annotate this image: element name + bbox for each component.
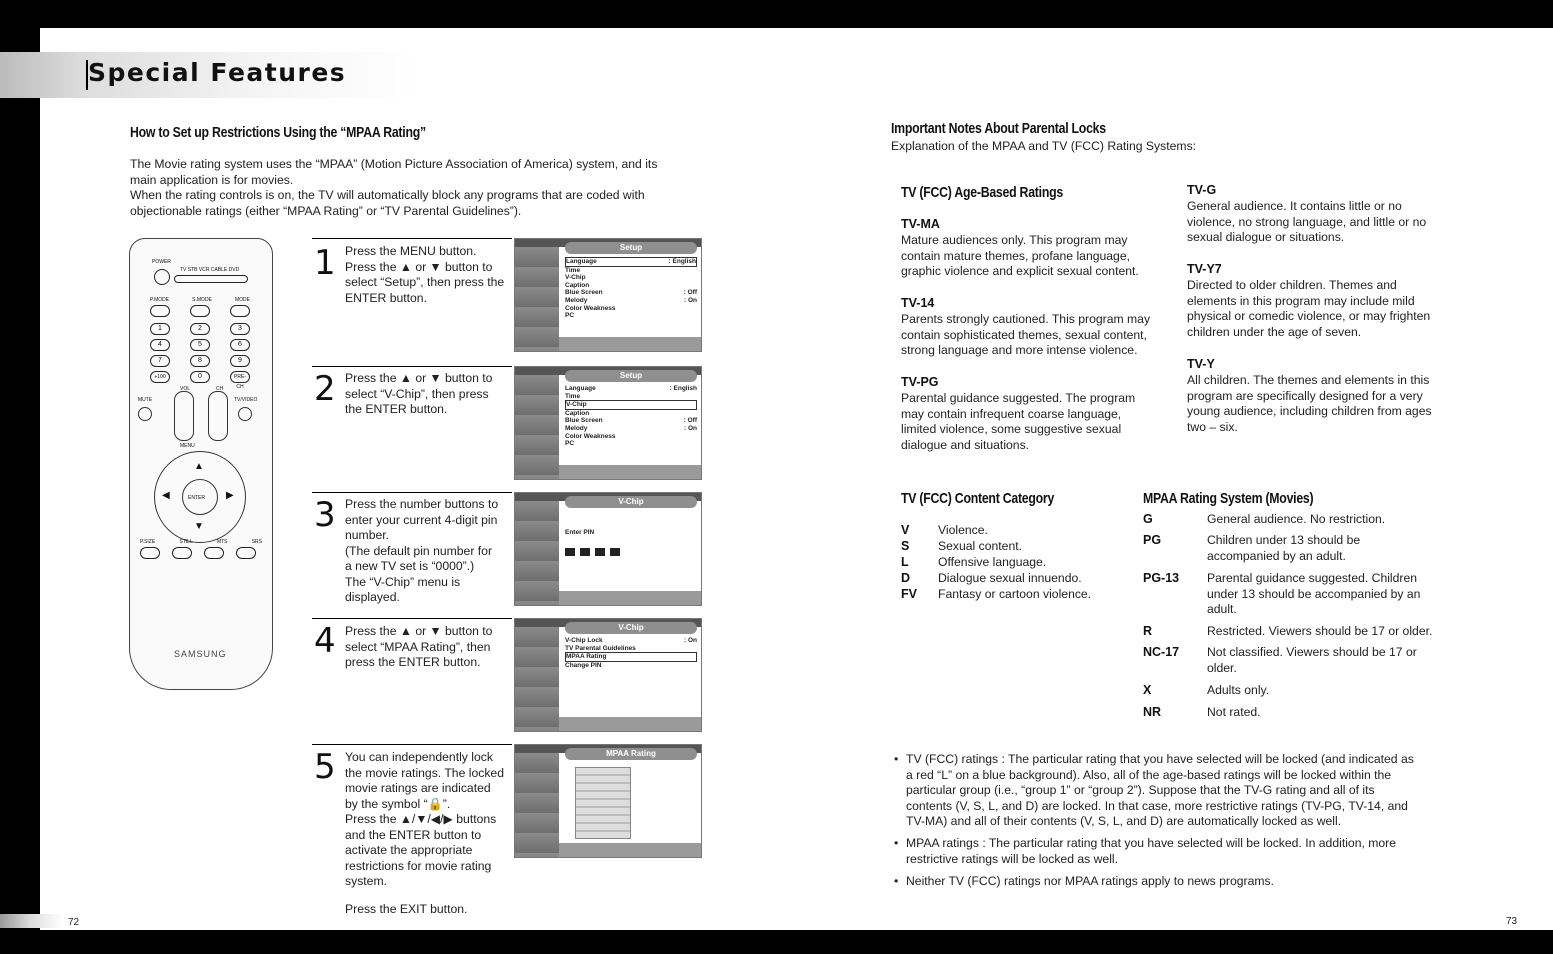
- osd-row-value: : English: [668, 258, 696, 265]
- note-line: restrictive ratings will be locked as well.: [906, 851, 1119, 866]
- mpaa-code: G: [1143, 512, 1153, 526]
- step-1-text: [345, 244, 515, 306]
- osd-row-label: Blue Screen: [565, 417, 603, 425]
- mpaa-code: PG-13: [1143, 571, 1180, 585]
- osd-row-label: Time: [565, 392, 581, 400]
- left-arrow-icon: ◀: [162, 490, 170, 501]
- digit-key: 6: [230, 339, 250, 351]
- channel-rocker: [208, 391, 228, 441]
- page-number-right: 73: [1506, 916, 1518, 927]
- step-divider: [312, 238, 512, 239]
- tv-video-label: TV/VIDEO: [234, 397, 258, 403]
- content-code: D: [901, 571, 911, 585]
- osd-row-label: PC: [565, 440, 575, 448]
- remote-control: [129, 238, 273, 690]
- osd-row-label: Color Weakness: [565, 304, 616, 312]
- digit-key: 0: [190, 371, 210, 383]
- left-heading: How to Set up Restrictions Using the “MPAA Rating”: [130, 124, 426, 141]
- desc-line: children under the age of seven.: [1187, 324, 1362, 339]
- mode-labels: [150, 297, 250, 303]
- osd-side-menu: [515, 247, 559, 351]
- desc-line: accompanied by an adult.: [1207, 548, 1346, 563]
- osd-panel: [565, 511, 697, 589]
- osd-banner: Setup: [565, 242, 697, 254]
- desc-line: violence, no strong language, and little or no: [1187, 214, 1427, 229]
- content-code: S: [901, 539, 910, 553]
- rating-desc: [1187, 199, 1467, 246]
- step-number: 5: [314, 747, 336, 787]
- osd-bottom-bar: [559, 843, 701, 857]
- mpaa-desc: [1207, 645, 1467, 676]
- digit-key: 2: [190, 323, 210, 335]
- power-label: POWER: [152, 259, 171, 265]
- step-line: movie ratings are indicated: [345, 781, 491, 795]
- mpaa-code: R: [1143, 624, 1153, 638]
- osd-row-label: Blue Screen: [565, 289, 603, 297]
- mpaa-code: PG: [1143, 533, 1162, 547]
- osd-row-label: Change PIN: [565, 661, 602, 669]
- rating-desc: [901, 391, 1181, 453]
- content-desc: Violence.: [938, 523, 988, 537]
- step-line: Press the number buttons to: [345, 497, 499, 511]
- rating-desc: [1187, 373, 1467, 435]
- pin-digit: [610, 548, 620, 556]
- rating-desc: [901, 233, 1181, 280]
- osd-bottom-bar: [559, 465, 701, 479]
- mute-label: MUTE: [138, 397, 153, 403]
- corner-decoration: [0, 914, 62, 928]
- srs-key: [236, 547, 256, 559]
- down-arrow-icon: ▼: [194, 521, 204, 532]
- osd-screen-setup-1: [514, 238, 702, 352]
- remote-brand: SAMSUNG: [174, 649, 227, 659]
- step-number: 3: [314, 495, 336, 535]
- gutter: [40, 28, 50, 930]
- intro-line: The Movie rating system uses the “MPAA” (Motion Picture Association of America) system, and its: [130, 157, 658, 171]
- content-desc: Offensive language.: [938, 555, 1047, 569]
- power-button: [154, 269, 170, 285]
- desc-line: Parental guidance suggested. The program: [901, 391, 1136, 405]
- step-5-text: [345, 750, 515, 890]
- desc-line: under 13 should be accompanied by an: [1207, 586, 1421, 601]
- pmode-key: [150, 305, 170, 317]
- desc-line: Adults only.: [1207, 683, 1270, 697]
- osd-banner: MPAA Rating: [565, 748, 697, 760]
- osd-panel: [565, 257, 697, 335]
- osd-row-label: Time: [565, 266, 581, 274]
- digit-key: 9: [230, 355, 250, 367]
- right-arrow-icon: ▶: [226, 490, 234, 501]
- step-line: select “Setup”, then press the: [345, 275, 505, 289]
- pmode-label: P.MODE: [150, 297, 170, 303]
- left-border: [0, 0, 40, 954]
- pin-boxes: [565, 543, 697, 561]
- rating-code: TV-14: [901, 296, 935, 310]
- desc-line: Children under 13 should be: [1207, 533, 1361, 547]
- right-subheading: Explanation of the MPAA and TV (FCC) Rating Systems:: [891, 139, 1197, 153]
- step-line: select “V-Chip”, then press: [345, 386, 489, 401]
- tv-video-button: [238, 407, 252, 421]
- osd-banner: V-Chip: [565, 496, 697, 508]
- rating-desc: [901, 312, 1181, 359]
- osd-row-label: V-Chip: [565, 274, 586, 282]
- content-category-title: TV (FCC) Content Category: [901, 490, 1055, 507]
- note-line: • Neither TV (FCC) ratings nor MPAA ratings apply to news programs.: [906, 874, 1275, 888]
- step-line: displayed.: [345, 590, 400, 604]
- osd-screen-pin: [514, 492, 702, 606]
- step-divider: [312, 744, 512, 745]
- step-line: The “V-Chip” menu is: [345, 574, 461, 589]
- desc-line: dialogue and situations.: [901, 437, 1030, 452]
- desc-line: Parental guidance suggested. Children: [1207, 571, 1418, 585]
- note-line: particular group (i.e., “group 1” or “group 2”). Suppose that the TV-G rating and all of its: [906, 783, 1375, 797]
- section-title: Special Features: [88, 58, 347, 87]
- digit-key: 3: [230, 323, 250, 335]
- note-line: TV-MA) and all of their contents (V, S, L, and D) are automatically locked as well.: [906, 814, 1342, 828]
- pin-digit: [565, 548, 575, 556]
- osd-row-label: TV Parental Guidelines: [565, 644, 636, 652]
- mts-key: [204, 547, 224, 559]
- pin-digit: [580, 548, 590, 556]
- content-desc: Fantasy or cartoon violence.: [938, 587, 1092, 601]
- intro-line: main application is for movies.: [130, 172, 294, 187]
- mode-key: [230, 305, 250, 317]
- osd-row-value: : On: [684, 296, 697, 304]
- osd-row-label: Melody: [565, 424, 588, 432]
- rating-code: TV-Y: [1187, 357, 1215, 371]
- osd-row-label: V-Chip Lock: [565, 637, 603, 644]
- step-4-text: [345, 624, 515, 671]
- mpaa-title: MPAA Rating System (Movies): [1143, 490, 1314, 507]
- desc-line: graphic violence and explicit sexual content.: [901, 264, 1139, 278]
- srs-label: SRS: [251, 539, 262, 545]
- osd-panel: [565, 637, 697, 715]
- mpaa-code: NR: [1143, 705, 1162, 719]
- mpaa-desc: [1207, 512, 1467, 528]
- digit-key: 1: [150, 323, 170, 335]
- enter-label: ENTER: [188, 495, 205, 501]
- rating-code: TV-Y7: [1187, 262, 1222, 276]
- digit-key: 8: [190, 355, 210, 367]
- osd-row-label: Color Weakness: [565, 432, 616, 440]
- psize-label: P.SIZE: [140, 539, 156, 545]
- mpaa-desc: [1207, 571, 1467, 618]
- desc-line: limited violence, some suggestive sexual: [901, 422, 1122, 436]
- digit-key: 7: [150, 355, 170, 367]
- content-code: FV: [901, 587, 917, 601]
- note-line: a red “L” on a blue background). Also, all of the age-based ratings will be locked within the: [906, 767, 1392, 782]
- step-divider: [312, 492, 512, 493]
- still-label: STILL: [179, 539, 193, 545]
- intro-line: When the rating controls is on, the TV will automatically block any programs that are coded with: [130, 188, 645, 202]
- step-divider: [312, 618, 512, 619]
- step-line: number.: [345, 528, 390, 542]
- intro-text: [130, 157, 710, 219]
- osd-row-label: Caption: [565, 281, 590, 289]
- bottom-border: [0, 930, 1553, 954]
- step-line: by the symbol “🔒”.: [345, 796, 451, 811]
- desc-line: physical or comedic violence, or may frighten: [1187, 309, 1431, 323]
- menu-label: MENU: [180, 443, 195, 449]
- note-bullet: [906, 874, 1476, 890]
- osd-row-value: : English: [669, 385, 697, 392]
- mute-button: [138, 407, 152, 421]
- digit-key: +100: [150, 371, 170, 383]
- desc-line: Parents strongly cautioned. This program may: [901, 312, 1151, 326]
- psize-key: [140, 547, 160, 559]
- digit-key: 5: [190, 339, 210, 351]
- still-key: [172, 547, 192, 559]
- step-number: 2: [314, 369, 336, 409]
- step-number: 4: [314, 621, 336, 661]
- rating-code: TV-G: [1187, 183, 1217, 197]
- volume-rocker: [174, 391, 194, 441]
- osd-panel: [565, 385, 697, 463]
- note-line: • MPAA ratings : The particular rating that you have selected will be locked. In addition, more: [906, 836, 1397, 850]
- step-line: You can independently lock: [345, 750, 493, 764]
- note-bullet: [906, 752, 1476, 830]
- mpaa-code: X: [1143, 683, 1152, 697]
- osd-side-menu: [515, 753, 559, 857]
- age-ratings-title: TV (FCC) Age-Based Ratings: [901, 184, 1063, 201]
- source-buttons: [174, 275, 248, 283]
- smode-key: [190, 305, 210, 317]
- note-line: contents (V, S, L, and D) are locked. In that case, more restrictive ratings (TV-PG, TV-14, and: [906, 798, 1408, 813]
- pin-digit: [595, 548, 605, 556]
- note-line: • TV (FCC) ratings : The particular rating that you have selected will be locked (and indicated as: [906, 752, 1414, 766]
- desc-line: program are specifically designed for a very: [1187, 388, 1423, 403]
- osd-row-label: Language: [565, 385, 596, 392]
- step-line: ENTER button.: [345, 290, 427, 305]
- desc-line: older.: [1207, 660, 1237, 675]
- step-line: the movie ratings. The locked: [345, 765, 504, 780]
- osd-screen-setup-2: [514, 366, 702, 480]
- desc-line: General audience. No restriction.: [1207, 512, 1386, 526]
- desc-line: General audience. It contains little or no: [1187, 199, 1402, 213]
- bottom-labels: [140, 539, 262, 545]
- osd-side-menu: [515, 501, 559, 605]
- digit-key: PRE-CH: [230, 371, 250, 383]
- osd-row-label: MPAA Rating: [566, 653, 607, 661]
- ch-label: CH: [216, 386, 224, 392]
- desc-line: adult.: [1207, 602, 1237, 616]
- desc-line: strong language and more intense violence.: [901, 343, 1138, 357]
- content-desc: Sexual content.: [938, 539, 1023, 553]
- mode-label: MODE: [234, 297, 250, 303]
- osd-row-value: : On: [684, 424, 697, 432]
- exit-note: Press the EXIT button.: [345, 902, 468, 916]
- desc-line: contain mature themes, profane language,: [901, 248, 1131, 263]
- desc-line: elements in this program may include mild: [1187, 293, 1415, 308]
- desc-line: Not classified. Viewers should be 17 or: [1207, 645, 1417, 659]
- intro-line: objectionable ratings (either “MPAA Rating” or “TV Parental Guidelines”).: [130, 203, 522, 218]
- osd-bottom-bar: [559, 337, 701, 351]
- osd-row-label: Language: [566, 258, 597, 265]
- osd-row-label: PC: [565, 312, 575, 320]
- mpaa-code: NC-17: [1143, 645, 1180, 659]
- desc-line: All children. The themes and elements in this: [1187, 373, 1430, 387]
- note-bullet: [906, 836, 1476, 867]
- desc-line: contain sophisticated themes, sexual content,: [901, 327, 1147, 342]
- step-line: enter your current 4-digit pin: [345, 512, 498, 527]
- up-arrow-icon: ▲: [194, 461, 204, 472]
- osd-row-label: Caption: [565, 409, 590, 417]
- osd-banner: V-Chip: [565, 622, 697, 634]
- step-line: select “MPAA Rating”, then: [345, 639, 491, 654]
- osd-row-value: : On: [684, 637, 697, 644]
- source-labels: TV STB VCR CABLE DVD: [180, 267, 240, 273]
- step-line: Press the ▲ or ▼ button to: [345, 624, 493, 638]
- step-line: press the ENTER button.: [345, 655, 481, 669]
- content-desc: Dialogue sexual innuendo.: [938, 571, 1082, 585]
- osd-screen-mpaa: [514, 744, 702, 858]
- content-code: L: [901, 555, 909, 569]
- step-line: Press the ▲/▼/◀/▶ buttons: [345, 812, 497, 826]
- desc-line: may contain infrequent coarse language,: [901, 406, 1122, 421]
- right-heading: Important Notes About Parental Locks: [891, 120, 1106, 137]
- rating-code: TV-PG: [901, 375, 939, 389]
- mpaa-desc: [1207, 683, 1467, 699]
- rating-desc: [1187, 278, 1467, 340]
- desc-line: Not rated.: [1207, 705, 1261, 719]
- step-divider: [312, 366, 512, 367]
- osd-screen-vchip: [514, 618, 702, 732]
- step-line: Press the MENU button.: [345, 244, 477, 258]
- osd-row-value: : Off: [683, 417, 697, 425]
- osd-row-label: V-Chip: [566, 401, 587, 409]
- step-line: (The default pin number for: [345, 543, 493, 558]
- page-number-left: 72: [68, 917, 80, 928]
- desc-line: young audience, including children from ages: [1187, 404, 1432, 418]
- osd-row-label: Melody: [565, 296, 588, 304]
- rating-code: TV-MA: [901, 217, 940, 231]
- step-number: 1: [314, 243, 336, 283]
- step-2-text: [345, 371, 515, 418]
- step-line: and the ENTER button to: [345, 827, 482, 842]
- step-line: Press the ▲ or ▼ button to: [345, 371, 493, 385]
- osd-side-menu: [515, 627, 559, 731]
- desc-line: Restricted. Viewers should be 17 or older.: [1207, 624, 1433, 638]
- osd-banner: Setup: [565, 370, 697, 382]
- vol-label: VOL: [180, 386, 191, 392]
- osd-row-value: : Off: [683, 289, 697, 297]
- step-line: restrictions for movie rating: [345, 858, 492, 873]
- desc-line: sexual dialogue or situations.: [1187, 230, 1345, 244]
- osd-bottom-bar: [559, 717, 701, 731]
- step-3-text: [345, 497, 515, 606]
- desc-line: Mature audiences only. This program may: [901, 233, 1128, 247]
- smode-label: S.MODE: [192, 297, 212, 303]
- step-line: activate the appropriate: [345, 843, 473, 857]
- mpaa-desc: [1207, 533, 1467, 564]
- mpaa-desc: [1207, 705, 1467, 721]
- desc-line: two – six.: [1187, 419, 1238, 434]
- osd-bottom-bar: [559, 591, 701, 605]
- top-border: [0, 0, 1553, 28]
- step-line: a new TV set is “0000”.): [345, 559, 475, 573]
- step-line: the ENTER button.: [345, 402, 448, 416]
- step-line: Press the ▲ or ▼ button to: [345, 259, 493, 274]
- pin-label: Enter PIN: [565, 529, 595, 536]
- step-line: system.: [345, 874, 387, 888]
- mpaa-desc: [1207, 624, 1467, 640]
- mts-label: MTS: [216, 539, 228, 545]
- desc-line: Directed to older children. Themes and: [1187, 278, 1397, 292]
- digit-key: 4: [150, 339, 170, 351]
- content-code: V: [901, 523, 910, 537]
- osd-side-menu: [515, 375, 559, 479]
- mpaa-lock-grid: [575, 767, 631, 839]
